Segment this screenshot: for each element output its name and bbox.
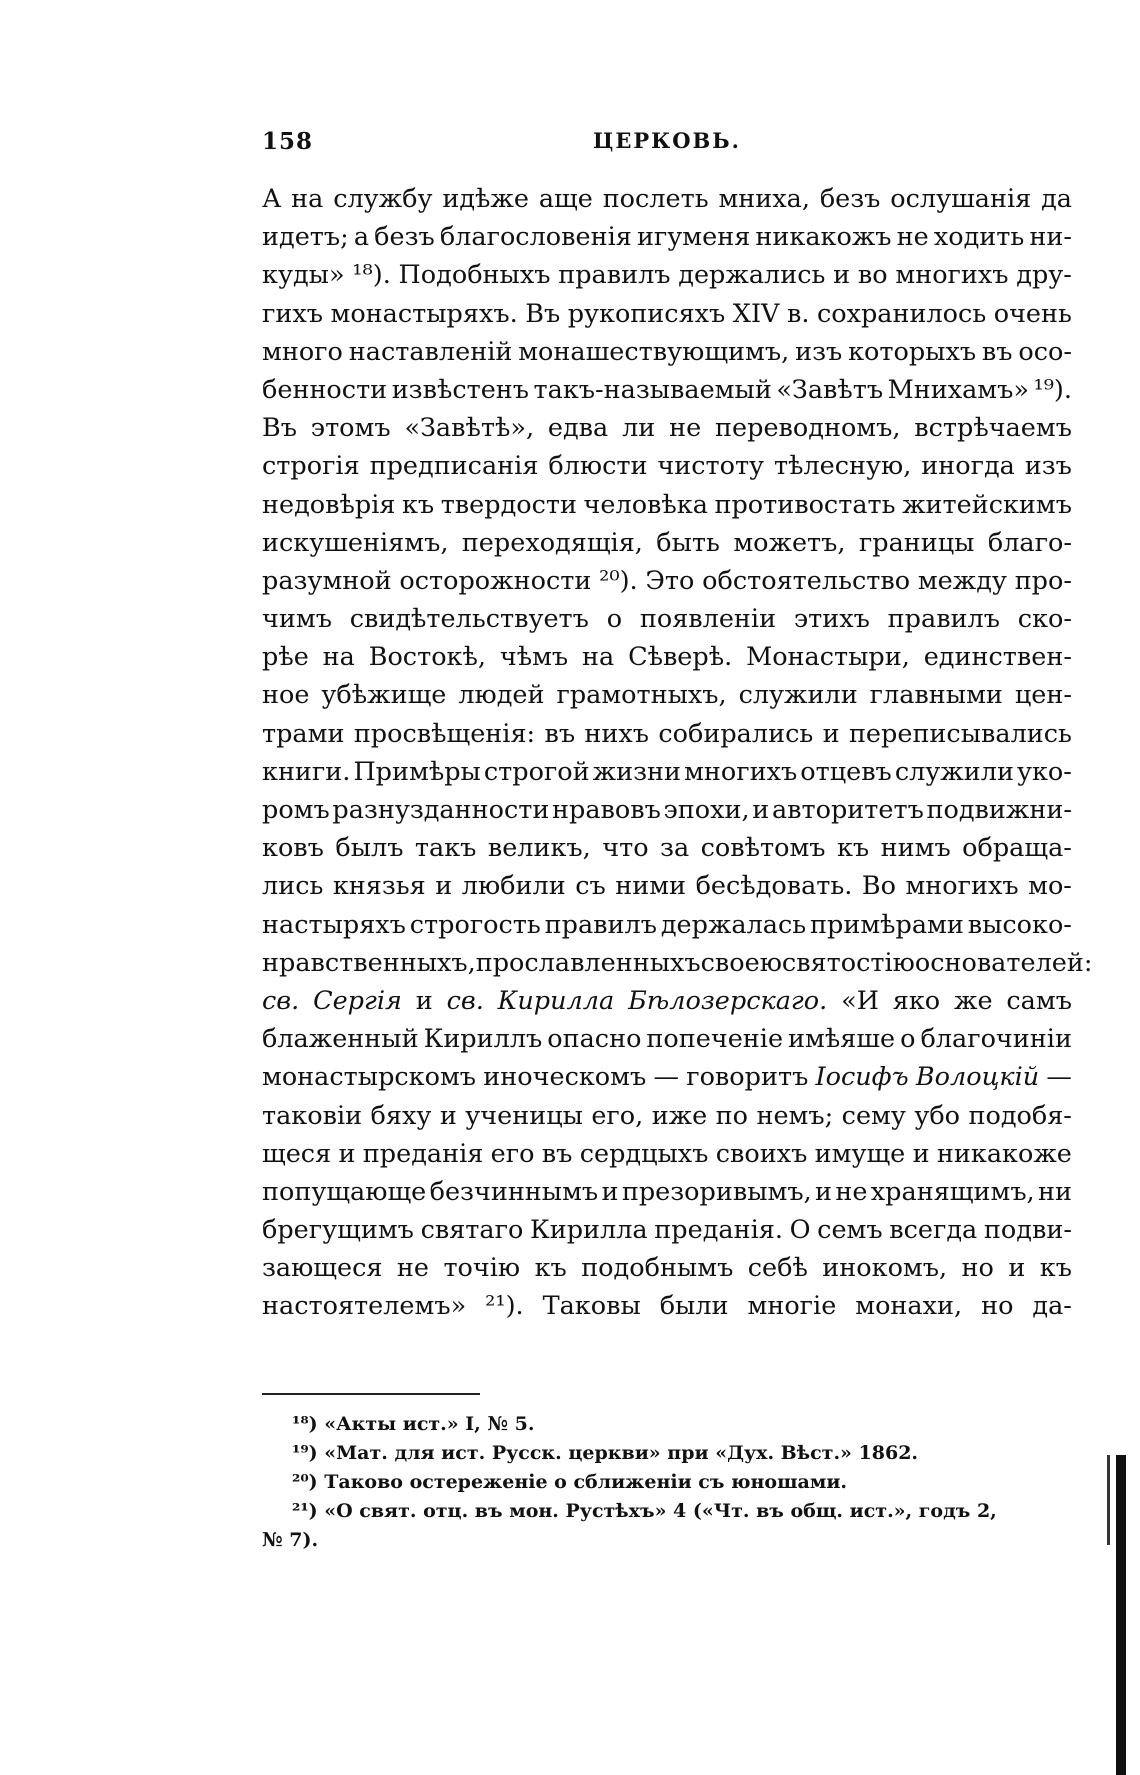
word: святостію: [781, 947, 915, 978]
word: этомъ: [310, 413, 391, 444]
running-head: ЦЕРКОВЬ.: [593, 128, 741, 153]
word: эпохи,: [663, 795, 750, 825]
text-line: [262, 791, 1072, 829]
text-line: [262, 715, 1072, 753]
word: идѣже: [442, 184, 529, 214]
word: Таковы: [542, 1291, 641, 1322]
word: многихъ: [684, 756, 798, 787]
footnote-separator: [262, 1393, 480, 1395]
word: и: [601, 1176, 619, 1207]
word: Примѣры: [353, 756, 481, 787]
word: идетъ;: [262, 222, 349, 253]
word: своею: [700, 947, 782, 978]
text-line: [262, 867, 1072, 905]
word: едва: [547, 413, 609, 444]
word: Кириллъ: [423, 1024, 543, 1055]
word: да-: [1032, 1291, 1072, 1322]
word: ни-: [1029, 222, 1072, 253]
word: держалась: [660, 909, 807, 940]
word: правилъ: [544, 909, 657, 940]
word: Востокѣ,: [368, 642, 486, 673]
word: ни: [1038, 1176, 1072, 1207]
word: —: [1046, 1062, 1072, 1093]
word: ромъ: [262, 795, 330, 825]
word: переходящія,: [461, 527, 643, 558]
word: главными: [869, 680, 1003, 711]
body-text: [262, 180, 1093, 1326]
word: съ: [575, 871, 606, 902]
word: многіе: [747, 1291, 837, 1322]
word: сохранилось: [816, 298, 987, 329]
word: ²¹).: [485, 1291, 524, 1322]
word: блюсти: [548, 451, 648, 482]
word: искушеніямъ,: [262, 527, 449, 558]
word: Подобныхъ: [398, 260, 551, 291]
text-line: [262, 1249, 1072, 1287]
word: подвижни-: [926, 795, 1072, 825]
word: можетъ,: [733, 527, 846, 558]
word: службу: [333, 184, 433, 214]
word: брегущимъ: [262, 1215, 414, 1246]
word: безъ: [819, 184, 881, 214]
word: Мнихамъ»: [887, 374, 1029, 405]
word: житейскимъ: [902, 489, 1072, 520]
word: свидѣтельствуетъ: [349, 604, 589, 635]
word: монастырскомъ: [262, 1062, 477, 1093]
word: куды»: [262, 260, 345, 291]
text-line: [262, 600, 1072, 638]
text-line: [262, 295, 1072, 333]
word: ученицы: [465, 1100, 583, 1131]
text-line: [262, 638, 1072, 676]
scan-edge-mark: [1116, 1455, 1126, 1775]
word: авторитетъ: [771, 795, 924, 825]
word: монахи,: [855, 1291, 963, 1322]
text-line: [262, 447, 1072, 485]
word: точію: [443, 1253, 521, 1284]
word: разнузданности: [332, 795, 550, 825]
word: извѣстенъ: [391, 374, 530, 405]
word: этихъ: [793, 604, 870, 635]
word: подобя-: [968, 1100, 1072, 1131]
footnote-21-continuation: № 7).: [262, 1529, 319, 1551]
word: никакоже: [936, 1138, 1072, 1169]
word: безчиннымъ: [429, 1176, 599, 1207]
word: которыхъ: [848, 336, 977, 367]
word: да: [1041, 184, 1072, 214]
word: же: [954, 985, 993, 1016]
word: и: [338, 1138, 356, 1169]
word: Во: [861, 871, 896, 902]
word: на: [322, 642, 355, 673]
word: трами: [262, 718, 345, 749]
word: про-: [1014, 565, 1072, 596]
word: тѣлесную,: [773, 451, 912, 482]
word: блаженный: [262, 1024, 419, 1055]
text-line: [262, 1097, 1072, 1135]
word: просвѣщенія:: [353, 718, 536, 749]
word: безъ: [374, 222, 435, 253]
word: святаго: [420, 1215, 524, 1246]
word: въ: [541, 1138, 573, 1169]
word: разумной: [262, 565, 392, 596]
word: ное: [262, 680, 310, 711]
word: рукописяхъ: [567, 298, 726, 329]
text-line: [262, 562, 1072, 600]
word: переписывались: [848, 718, 1072, 749]
word: человѣка: [583, 489, 708, 520]
page-header: [262, 128, 1072, 162]
word: быть: [656, 527, 720, 558]
text-line: [262, 256, 1072, 294]
text-line: [262, 218, 1072, 256]
word: такъ-называемый: [533, 374, 772, 405]
word: цен-: [1014, 680, 1072, 711]
word: собирались: [658, 718, 814, 749]
word: опасно: [547, 1024, 642, 1055]
word: ослушанія: [890, 184, 1032, 214]
word: убѣжище: [321, 680, 447, 711]
word: всегда: [889, 1215, 978, 1246]
word: благо-: [987, 527, 1072, 558]
word: Въ: [525, 298, 561, 329]
word: великъ,: [487, 833, 591, 864]
word: осторожности: [399, 565, 592, 596]
word: дру-: [1016, 260, 1072, 291]
word: наставленій: [348, 336, 513, 367]
word: Кирилла: [529, 1215, 648, 1246]
word: о: [606, 604, 623, 635]
word: мо-: [1028, 871, 1072, 902]
word: ¹⁸).: [352, 260, 391, 291]
word: не: [835, 1176, 868, 1207]
footnote-20: ²⁰) Таково остереженіе о сближеніи съ юношами.: [292, 1471, 848, 1493]
word: былъ: [335, 833, 404, 864]
text-line: [262, 1211, 1072, 1249]
word: между: [917, 565, 1007, 596]
text-line: [262, 944, 1093, 982]
footnote-19: ¹⁹) «Мат. для ист. Русск. церкви» при «Дух. Вѣст.» 1862.: [292, 1442, 919, 1464]
word: нихъ: [584, 718, 650, 749]
word: лись: [262, 871, 324, 902]
word: на: [582, 642, 615, 673]
word: жизни: [592, 756, 682, 787]
text-line: [262, 829, 1072, 867]
word: св.: [262, 985, 300, 1016]
word: и: [833, 260, 851, 291]
word: такъ: [414, 833, 477, 864]
word: осо-: [1018, 336, 1072, 367]
word: сердцыхъ: [579, 1138, 709, 1169]
word: и: [439, 1100, 457, 1131]
word: «Завѣтѣ»,: [404, 413, 535, 444]
text-line: [262, 333, 1072, 371]
word: имѣяше: [788, 1024, 896, 1055]
word: благочиніи: [920, 1024, 1072, 1055]
word: Сергія: [313, 985, 402, 1016]
word: игуменя: [636, 222, 751, 253]
word: обстоятельство: [702, 565, 911, 596]
word: бяху: [370, 1100, 432, 1131]
word: были: [659, 1291, 729, 1322]
word: высоко-: [967, 909, 1072, 940]
word: и: [815, 1176, 833, 1207]
word: «И: [841, 985, 879, 1016]
word: но: [981, 1291, 1014, 1322]
word: но: [961, 1253, 994, 1284]
word: а: [353, 222, 370, 253]
word: иже: [651, 1100, 708, 1131]
word: о: [900, 1024, 916, 1055]
word: никакожъ: [755, 222, 892, 253]
word: обраща-: [962, 833, 1072, 864]
word: къ: [1039, 1253, 1072, 1284]
word: недовѣрія: [262, 489, 396, 520]
word: единствен-: [923, 642, 1072, 673]
word: «Завѣтъ: [776, 374, 884, 405]
text-line: [262, 676, 1072, 714]
word: основателей:: [914, 947, 1093, 978]
word: правилъ: [887, 604, 1000, 635]
word: встрѣчаемъ: [914, 413, 1072, 444]
word: предписанія: [369, 451, 539, 482]
word: послеть: [602, 184, 709, 214]
word: рѣе: [262, 642, 309, 673]
word: служили: [738, 680, 858, 711]
word: бенности: [262, 374, 388, 405]
word: самъ: [1006, 985, 1072, 1016]
word: преданія.: [654, 1215, 783, 1246]
word: Сѣверѣ.: [628, 642, 733, 673]
word: много: [262, 336, 343, 367]
word: грамотныхъ,: [556, 680, 727, 711]
word: и: [435, 871, 453, 902]
word: нимъ: [880, 833, 951, 864]
text-line: [262, 1287, 1072, 1325]
word: бесѣдовать.: [695, 871, 853, 902]
word: ними: [615, 871, 687, 902]
word: и: [822, 718, 840, 749]
word: границы: [858, 527, 975, 558]
word: аще: [538, 184, 593, 214]
word: настоятелемъ»: [262, 1291, 467, 1322]
word: по: [715, 1100, 749, 1131]
word: св.: [446, 985, 484, 1016]
word: имуще: [814, 1138, 906, 1169]
word: попущающе: [262, 1176, 427, 1207]
word: и: [415, 985, 433, 1016]
word: Кирилла: [497, 985, 615, 1016]
text-line: [262, 409, 1072, 447]
word: и: [1008, 1253, 1026, 1284]
word: къ: [836, 833, 870, 864]
word: противостать: [714, 489, 896, 520]
word: ковъ: [262, 833, 324, 864]
word: себѣ: [747, 1253, 808, 1284]
word: ²⁰).: [599, 565, 638, 596]
word: подобнымъ: [581, 1253, 734, 1284]
word: во: [857, 260, 888, 291]
word: Бѣлозерскаго.: [628, 985, 828, 1016]
scan-edge-mark-thin: [1107, 1455, 1110, 1545]
word: переводномъ,: [715, 413, 901, 444]
word: ли: [622, 413, 656, 444]
word: что: [602, 833, 649, 864]
text-line: [262, 982, 1072, 1020]
word: и: [752, 795, 770, 825]
word: отцевъ: [800, 756, 892, 787]
word: уко-: [1016, 756, 1072, 787]
word: книги.: [262, 756, 351, 787]
word: Волоцкій: [915, 1062, 1040, 1093]
word: монастыряхъ.: [330, 298, 518, 329]
word: О: [789, 1215, 811, 1246]
text-line: [262, 906, 1072, 944]
word: не: [396, 1253, 430, 1284]
word: чистоту: [657, 451, 765, 482]
word: появленіи: [639, 604, 777, 635]
text-line: [262, 1058, 1072, 1096]
word: чимъ: [262, 604, 332, 635]
word: въ: [544, 718, 576, 749]
word: держались: [678, 260, 826, 291]
word: Въ: [262, 413, 297, 444]
word: къ: [534, 1253, 567, 1284]
word: Монастыри,: [746, 642, 910, 673]
word: Іосифъ: [815, 1062, 909, 1093]
word: не: [896, 222, 929, 253]
word: хранящимъ,: [870, 1176, 1035, 1207]
word: Это: [645, 565, 695, 596]
text-line: [262, 524, 1072, 562]
word: немъ;: [756, 1100, 834, 1131]
word: строгость: [409, 909, 541, 940]
word: гихъ: [262, 298, 323, 329]
word: служили: [894, 756, 1014, 787]
word: XIV: [732, 298, 780, 329]
word: его: [490, 1138, 535, 1169]
word: в.: [786, 298, 810, 329]
word: его,: [591, 1100, 644, 1131]
word: ско-: [1017, 604, 1072, 635]
page-number: 158: [262, 128, 314, 155]
footnote-21: ²¹) «О свят. отц. въ мон. Рустѣхъ» 4 («Чт. въ общ. ист.», годъ 2,: [292, 1500, 997, 1522]
word: къ: [401, 489, 435, 520]
word: благословенія: [439, 222, 632, 253]
text-line: [262, 1020, 1072, 1058]
word: за: [660, 833, 690, 864]
word: инокомъ,: [822, 1253, 948, 1284]
text-line: [262, 486, 1072, 524]
word: правилъ: [558, 260, 671, 291]
word: строгой: [483, 756, 590, 787]
word: иноческомъ: [483, 1062, 647, 1093]
word: настыряхъ: [262, 909, 406, 940]
word: не: [669, 413, 702, 444]
footnotes: [262, 1410, 1072, 1555]
word: изъ: [795, 336, 843, 367]
word: нравственныхъ,: [262, 947, 476, 978]
word: строгія: [262, 451, 360, 482]
word: многихъ: [905, 871, 1019, 902]
word: своихъ: [715, 1138, 808, 1169]
word: на: [291, 184, 324, 214]
word: ¹⁹).: [1033, 374, 1072, 405]
word: иногда: [921, 451, 1015, 482]
footnote-18: ¹⁸) «Акты ист.» I, № 5.: [292, 1413, 535, 1435]
text-line: [262, 180, 1072, 218]
word: въ: [981, 336, 1013, 367]
word: А: [262, 184, 282, 214]
word: сему: [841, 1100, 906, 1131]
word: таковіи: [262, 1100, 363, 1131]
word: князья: [332, 871, 426, 902]
word: яко: [892, 985, 941, 1016]
word: многихъ: [895, 260, 1009, 291]
word: ходить: [933, 222, 1025, 253]
text-line: [262, 1135, 1072, 1173]
word: говоритъ: [686, 1062, 809, 1093]
word: примѣрами: [810, 909, 964, 940]
word: зающеся: [262, 1253, 383, 1284]
word: —: [653, 1062, 679, 1093]
word: презоривымъ,: [621, 1176, 812, 1207]
text-line: [262, 753, 1072, 791]
text-line: [262, 371, 1072, 409]
word: и: [912, 1138, 930, 1169]
word: любили: [461, 871, 566, 902]
word: изъ: [1024, 451, 1072, 482]
word: щеся: [262, 1138, 332, 1169]
word: подви-: [983, 1215, 1072, 1246]
word: очень: [993, 298, 1072, 329]
word: чѣмъ: [499, 642, 569, 673]
word: мниха,: [718, 184, 810, 214]
word: людей: [458, 680, 545, 711]
word: нравовъ: [552, 795, 661, 825]
word: твердости: [440, 489, 578, 520]
word: совѣтомъ: [700, 833, 826, 864]
text-line: [262, 1173, 1072, 1211]
word: попеченіе: [646, 1024, 784, 1055]
word: убо: [914, 1100, 961, 1131]
word: семъ: [817, 1215, 883, 1246]
word: монашествующимъ,: [518, 336, 790, 367]
word: прославленныхъ: [475, 947, 701, 978]
word: преданія: [362, 1138, 484, 1169]
